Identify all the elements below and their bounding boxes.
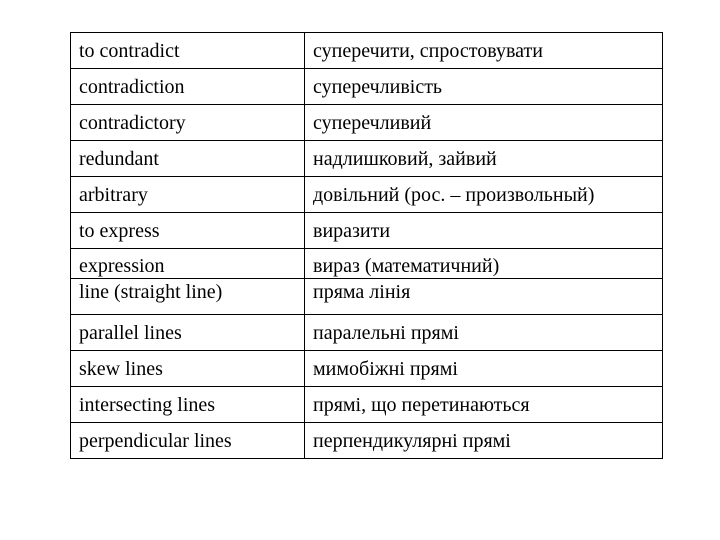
table-row [71, 177, 663, 213]
english-term: contradictory [71, 105, 305, 141]
ukrainian-translation: перпендикулярні прямі [305, 423, 663, 459]
table-row [71, 141, 663, 177]
ukrainian-translation: мимобіжні прямі [305, 351, 663, 387]
english-term: arbitrary [71, 177, 305, 213]
ukrainian-translation: надлишковий, зайвий [305, 141, 663, 177]
table-row [71, 213, 663, 249]
ukrainian-translation: виразити [305, 213, 663, 249]
table-row [71, 69, 663, 105]
table-row [71, 315, 663, 351]
table-row [71, 423, 663, 459]
ukrainian-translation: суперечливий [305, 105, 663, 141]
table-row [71, 279, 663, 315]
english-term: skew lines [71, 351, 305, 387]
ukrainian-translation: суперечливість [305, 69, 663, 105]
ukrainian-translation: суперечити, спростовувати [305, 33, 663, 69]
table-row [71, 387, 663, 423]
english-term: to contradict [71, 33, 305, 69]
english-term: expression [71, 249, 305, 279]
english-term: perpendicular lines [71, 423, 305, 459]
table-row [71, 105, 663, 141]
english-term: parallel lines [71, 315, 305, 351]
ukrainian-translation: вираз (математичний) [305, 249, 663, 279]
vocabulary-table [70, 32, 663, 459]
ukrainian-translation: паралельні прямі [305, 315, 663, 351]
english-term: line (straight line) [71, 279, 305, 315]
ukrainian-translation: пряма лінія [305, 279, 663, 315]
english-term: redundant [71, 141, 305, 177]
english-term: to express [71, 213, 305, 249]
table-row [71, 249, 663, 279]
table-row [71, 33, 663, 69]
ukrainian-translation: прямі, що перетинаються [305, 387, 663, 423]
english-term: intersecting lines [71, 387, 305, 423]
table-row [71, 351, 663, 387]
ukrainian-translation: довільний (рос. – произвольный) [305, 177, 663, 213]
english-term: contradiction [71, 69, 305, 105]
